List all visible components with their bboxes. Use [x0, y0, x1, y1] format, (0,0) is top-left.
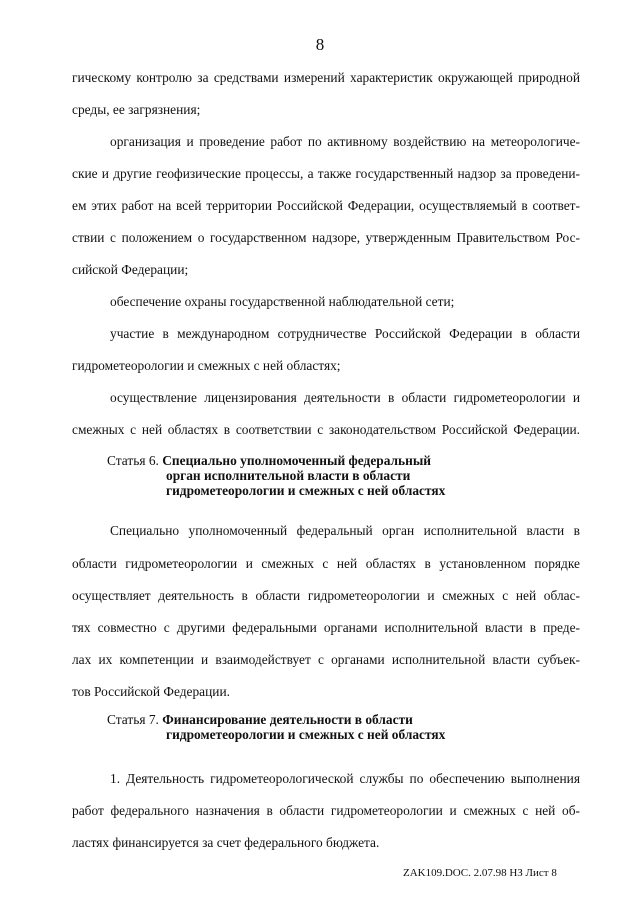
- article-heading: [107, 453, 431, 469]
- article-title-line: гидрометеорологии и смежных с ней областях: [166, 483, 446, 498]
- article-title-line: гидрометеорологии и смежных с ней областях: [166, 727, 446, 742]
- text-line: сийской Федерации;: [72, 262, 189, 277]
- text-line: работ федерального назначения в области гидрометеорологии и смежных с ней об-: [72, 803, 580, 818]
- article-title-line: орган исполнительной власти в области: [166, 468, 411, 483]
- text-line: тов Российской Федерации.: [72, 684, 230, 699]
- text-line: ластях финансируется за счет федерального бюджета.: [72, 835, 380, 850]
- text-line: обеспечение охраны государственной наблюдательной сети;: [110, 294, 455, 309]
- text-line: тях совместно с другими федеральными органами исполнительной власти в преде-: [72, 620, 580, 635]
- text-line: осуществляет деятельность в области гидрометеорологии и смежных с ней облас-: [72, 588, 580, 603]
- text-line: области гидрометеорологии и смежных с ней областях в установленном порядке: [72, 556, 580, 571]
- text-line: осуществление лицензирования деятельности в области гидрометеорологии и: [110, 390, 580, 405]
- text-line: организация и проведение работ по активному воздействию на метеорологиче-: [110, 134, 580, 149]
- text-line: лах их компетенции и взаимодействует с органами исполнительной власти субъек-: [72, 652, 580, 667]
- text-line: участие в международном сотрудничестве Российской Федерации в области: [110, 326, 580, 341]
- article-prefix: Статья 6.: [107, 453, 159, 468]
- page-number: 8: [315, 35, 325, 54]
- article-heading: [107, 712, 413, 728]
- text-line: гидрометеорологии и смежных с ней областях;: [72, 358, 341, 373]
- article-title-line: Специально уполномоченный федеральный: [162, 453, 431, 468]
- text-line: ем этих работ на всей территории Российской Федерации, осуществляемый в соответ-: [72, 198, 580, 213]
- text-line: среды, ее загрязнения;: [72, 102, 201, 117]
- text-line: смежных с ней областях в соответствии с законодательством Российской Федерации.: [72, 422, 580, 437]
- page-footer: ZAK109.DOC. 2.07.98 НЗ Лист 8: [403, 867, 557, 879]
- article-title-line: Финансирование деятельности в области: [162, 712, 413, 727]
- text-line: гическому контролю за средствами измерений характеристик окружающей природной: [72, 70, 580, 85]
- text-line: Специально уполномоченный федеральный орган исполнительной власти в: [110, 523, 580, 538]
- text-line: ствии с положением о государственном надзоре, утвержденным Правительством Рос-: [72, 230, 580, 245]
- text-line: ские и другие геофизические процессы, а также государственный надзор за проведени-: [72, 166, 580, 181]
- text-line: 1. Деятельность гидрометеорологической службы по обеспечению выполнения: [110, 771, 580, 786]
- article-prefix: Статья 7.: [107, 712, 159, 727]
